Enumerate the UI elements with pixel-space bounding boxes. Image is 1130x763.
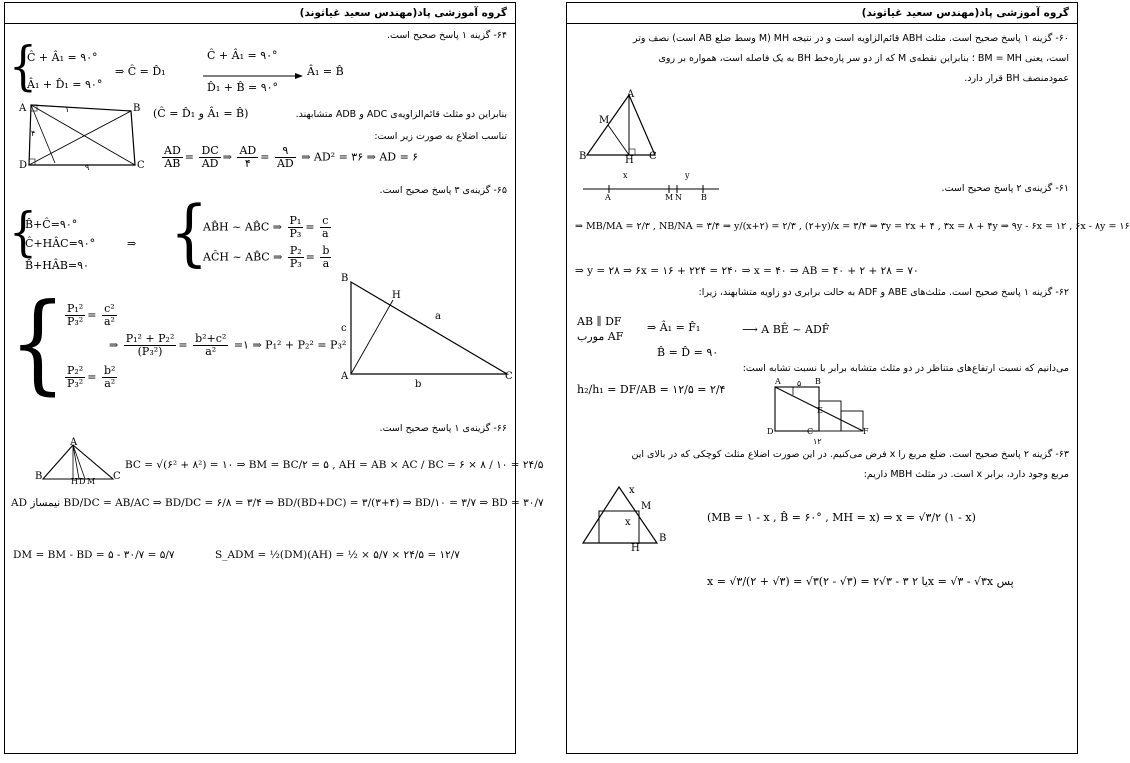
q65-system-line1: B̂+Ĉ=۹۰° bbox=[25, 218, 78, 231]
fig-label: A bbox=[627, 89, 635, 100]
q65-system-line3: B̂+HÂB=۹۰ bbox=[25, 259, 89, 272]
fig-label: ۹ bbox=[85, 163, 90, 172]
q63-eq1: (MB = ۱ - x , B̂ = ۶۰° , MH = x) ⇒ x = √۳/۲ (۱ - x) bbox=[707, 511, 976, 524]
fig-label: C bbox=[807, 427, 814, 436]
q62-result: ⟶ A BÊ ~ ADF̂ bbox=[742, 323, 830, 336]
fig-label: b bbox=[415, 379, 422, 390]
fig-label: C bbox=[137, 160, 145, 171]
q65-system-line2: Ĉ+HÂC=۹۰° bbox=[25, 237, 96, 250]
q65-sq1: $\frac{\text{P₁²}}{\text{P₃²}}$ = $\frac{\text{c²}}{\text{a²}}$ bbox=[67, 302, 115, 328]
q62-angle1: ⇒ Â₁ = F̂₁ bbox=[647, 321, 701, 334]
q63-line2: مربع وجود دارد، برابر x است. در مثلث MBH داریم: bbox=[863, 469, 1069, 480]
fig-label: B bbox=[579, 151, 587, 162]
fig-label: C bbox=[113, 471, 121, 482]
fig-label: H bbox=[631, 543, 640, 554]
fig-label: y bbox=[685, 171, 690, 180]
fig-label: B bbox=[701, 193, 707, 202]
fig-label: M bbox=[641, 501, 652, 512]
q66-bisector: AD نیمساز BD/DC = AB/AC ⇒ BD/DC = ۶/۸ = ۳/۴ ⇒ BD/(BD+DC) = ۳/(۳+۴) ⇒ BD/۱۰ = ۳/۷ ⇒ BD = ۳۰/۷ bbox=[11, 497, 544, 509]
page-left bbox=[4, 2, 544, 754]
q65-figure bbox=[343, 278, 513, 378]
fig-label: N bbox=[675, 193, 682, 202]
fig-label: M bbox=[599, 115, 610, 126]
fig-label: c bbox=[341, 323, 347, 334]
fig-label: B bbox=[133, 103, 141, 114]
fig-label: ۵ bbox=[797, 379, 802, 388]
fig-label: A bbox=[775, 377, 781, 386]
fig-label: x bbox=[625, 517, 631, 528]
fig-label: F bbox=[863, 427, 869, 436]
fig-label: D bbox=[19, 160, 28, 171]
fig-label: E bbox=[817, 406, 823, 415]
fig-label: A bbox=[605, 193, 611, 202]
q64-system-line1: Ĉ + Â₁ = ۹۰° bbox=[27, 51, 98, 64]
fig-label: D bbox=[767, 427, 774, 436]
q61-eq2: ⇒ y = ۲۸ ⇒ ۶x = ۱۶ + ۲۲۴ = ۲۴۰ ⇒ x = ۴۰ ⇒ AB = ۴۰ + ۲ + ۲۸ = ۷۰ bbox=[575, 265, 919, 277]
q62-cond2: مورب AF bbox=[577, 330, 624, 343]
q64-figure bbox=[25, 103, 141, 175]
q66-bc: BC = √(۶² + ۸²) = ۱۰ ⇒ BM = BC/۲ = ۵ , AH = AB × AC / BC = ۶ × ۸ / ۱۰ = ۲۴/۵ bbox=[125, 459, 544, 471]
q64-system-line2: Â₁ + D̂₁ = ۹۰° bbox=[27, 78, 103, 91]
q61-number-line bbox=[581, 179, 721, 199]
fig-label: H bbox=[71, 477, 78, 486]
q65-similar1: AB̂H ~ AB̂C ⇒ $\frac{\text{P₁}}{\text{P₃}}$ = $\frac{c}{a}$ bbox=[203, 214, 329, 240]
q62-angle2: B̂ = D̂ = ۹۰ bbox=[657, 346, 719, 359]
q62-title: ۶۲- گزینه ۱ پاسخ صحیح است. مثلث‌های ABE و ADF به حالت برابری دو زاویه متشابهند، زیرا: bbox=[698, 287, 1069, 298]
brace: { bbox=[170, 191, 209, 275]
fig-label: M bbox=[665, 193, 674, 202]
fig-label: x bbox=[623, 171, 628, 180]
q62-know: می‌دانیم که نسبت ارتفاع‌های متناظر در دو مثلث متشابه برابر با نسبت تشابه است: bbox=[742, 363, 1069, 374]
q63-eq2: x = √۳/(۲ + √۳) = √۳(۲ - √۳) = ۲√۳ - ۳ یا ۲x = √۳ - √۳x پس bbox=[707, 575, 1014, 588]
q60-line1: ۶۰- گزینه ۱ پاسخ صحیح است. مثلث ABH قائم‌الزاویه است و در نتیجه MH (M وسط ضلع AB است) نصف وتر bbox=[633, 33, 1069, 44]
page-right bbox=[566, 2, 1130, 754]
brace: { bbox=[9, 35, 37, 97]
fig-label: ۴ bbox=[31, 129, 36, 138]
q65-implies: ⇒ bbox=[127, 237, 137, 250]
q66-dm: DM = BM - BD = ۵ - ۳۰/۷ = ۵/۷ bbox=[13, 549, 175, 561]
fig-label: B bbox=[815, 377, 821, 386]
fig-label: A bbox=[341, 371, 349, 382]
q64-paren: (Ĉ = D̂₁ و Â₁ = B̂) bbox=[153, 107, 249, 120]
q65-title: ۶۵- گزینه‌ی ۳ پاسخ صحیح است. bbox=[379, 185, 507, 196]
fig-label: A bbox=[70, 437, 78, 448]
q66-area: S_ADM = ½(DM)(AH) = ½ × ۵/۷ × ۲۴/۵ = ۱۲/۷ bbox=[215, 549, 460, 561]
q61-eq1: ⇒ MB/MA = ۲/۳ , NB/NA = ۳/۴ ⇒ y/(x+۲) = ۲/۳ , (۲+y)/x = ۳/۴ ⇒ ۳y = ۲x + ۴ , ۳x = ۸ + ۴y ⇒ ۹y - ۶x = ۱۲ , ۶x - ۸y = ۱۶ bbox=[575, 221, 1130, 232]
q65-sq2: $\frac{\text{P₂²}}{\text{P₃²}}$ = $\frac{\text{b²}}{\text{a²}}$ bbox=[67, 364, 116, 390]
brace: { bbox=[9, 280, 67, 407]
q61-title: ۶۱- گزینه‌ی ۲ پاسخ صحیح است. bbox=[941, 183, 1069, 194]
fig-label: M bbox=[87, 477, 96, 486]
q60-line3: عمودمنصف BH قرار دارد. bbox=[964, 73, 1069, 84]
fig-label: B bbox=[35, 471, 43, 482]
q64-title: ۶۴- گزینه ۱ پاسخ صحیح است. bbox=[386, 30, 507, 41]
brace: { bbox=[9, 201, 37, 263]
fig-label: D bbox=[79, 477, 86, 486]
page-header-right: گروه آموزشی پاد(مهندس سعید غیاثوند) bbox=[567, 3, 1077, 24]
q62-cond1: AB ∥ DF bbox=[577, 315, 622, 328]
fig-label: H bbox=[625, 155, 634, 166]
fig-label: C bbox=[649, 151, 657, 162]
fig-label: C bbox=[505, 371, 513, 382]
fig-label: ۱۲ bbox=[813, 437, 822, 446]
fig-label: x bbox=[629, 485, 635, 496]
q64-arrow-over: Ĉ + Â₁ = ۹۰° bbox=[207, 49, 278, 62]
long-arrow-icon bbox=[203, 73, 303, 79]
q62-height-ratio: h₂/h₁ = DF/AB = ۱۲/۵ = ۲/۴ bbox=[577, 383, 726, 396]
q66-title: ۶۶- گزینه‌ی ۱ پاسخ صحیح است. bbox=[379, 423, 507, 434]
q64-ratio-text: تناسب اضلاع به صورت زیر است: bbox=[374, 131, 507, 142]
fig-label: B bbox=[659, 533, 667, 544]
q64-implication: ⇒ Ĉ = D̂₁ bbox=[115, 65, 166, 78]
q65-sum: ⇒ $\frac{\text{P₁² + P₂²}}{\text{(P₃²)}}$ = $\frac{\text{b²+c²}}{\text{a²}}$ =۱ ⇒ P₁² + P₂² = P₃² bbox=[109, 332, 347, 358]
page-header-left: گروه آموزشی پاد(مهندس سعید غیاثوند) bbox=[5, 3, 515, 24]
fig-label: A bbox=[19, 103, 27, 114]
q64-similar-text: بنابراین دو مثلث قائم‌الزاویه‌ی ADC و ADB متشابهند. bbox=[295, 109, 507, 120]
q64-result: Â₁ = B̂ bbox=[307, 65, 344, 78]
q63-line1: ۶۳- گزینه ۲ پاسخ صحیح است. ضلع مربع را x فرض می‌کنیم. در این صورت اضلاع مثلث کوچکی که در بالای این bbox=[631, 449, 1069, 460]
fig-label: ۱ bbox=[65, 105, 70, 114]
q60-line2: است، یعنی BM = MH ؛ بنابراین نقطه‌ی M که از دو سر پاره‌خط BH به یک فاصله است، همواره بر روی bbox=[658, 53, 1069, 64]
fig-label: B bbox=[341, 273, 349, 284]
q65-similar2: AĈH ~ AB̂C ⇒ $\frac{\text{P₂}}{\text{P₃}}$ = $\frac{b}{a}$ bbox=[203, 244, 330, 270]
fig-label: H bbox=[392, 290, 401, 301]
q64-proportion: $\frac{AD}{AB}$ = $\frac{DC}{AD}$ ⇒ $\frac{AD}{۴}$ = $\frac{۹}{AD}$ ⇒ AD² = ۳۶ ⇒ AD = ۶ bbox=[164, 144, 419, 170]
fig-label: a bbox=[435, 311, 441, 322]
q64-arrow-under: D̂₁ + B̂ = ۹۰° bbox=[207, 81, 279, 94]
q63-figure bbox=[581, 485, 661, 549]
